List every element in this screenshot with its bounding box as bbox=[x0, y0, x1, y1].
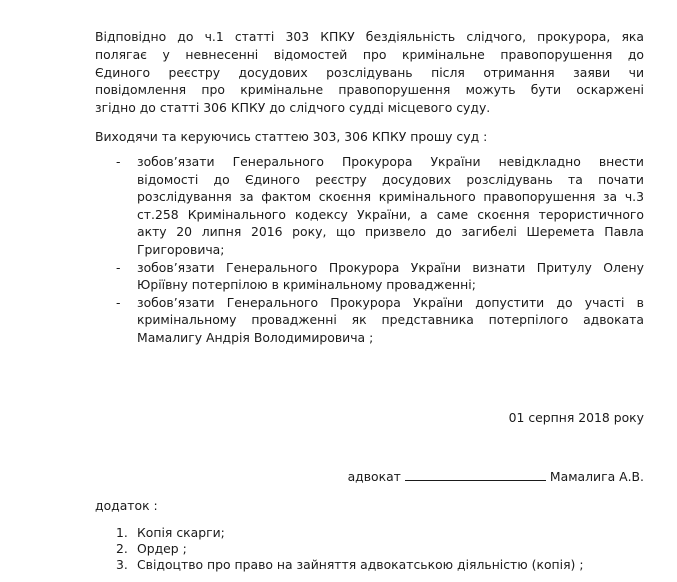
request-item bbox=[116, 153, 644, 259]
request-item bbox=[116, 259, 644, 294]
signature-name: Мамалига А.В. bbox=[549, 469, 644, 484]
addendum-title: додаток : bbox=[95, 498, 158, 513]
request-line: відомості до Єдиного реєстру досудових розслідувань та почати bbox=[137, 171, 644, 187]
attachment-text: Копія скарги; bbox=[137, 525, 225, 540]
signature-block bbox=[348, 468, 644, 484]
request-line: ст.258 Кримінального кодексу України, а саме скоєння терористичного bbox=[137, 206, 644, 222]
request-line: Юріївну потерпілою в кримінальному провадженні; bbox=[137, 277, 476, 293]
request-line: Мамалигу Андрія Володимировича ; bbox=[137, 329, 374, 345]
attachment-list bbox=[116, 525, 584, 573]
paragraph-line: повідомлення про кримінальне правопорушення можуть бути оскаржені bbox=[95, 82, 644, 98]
request-line: зобов’язати Генерального Прокурора України невідкладно внести bbox=[137, 154, 644, 169]
attachment-item bbox=[116, 541, 584, 557]
attachment-number: 1. bbox=[116, 525, 128, 540]
document-date: 01 серпня 2018 року bbox=[508, 410, 644, 425]
paragraph-request-intro: Виходячи та керуючись статтею 303, 306 КПКУ прошу суд : bbox=[95, 129, 488, 144]
attachment-text: Ордер ; bbox=[137, 541, 187, 556]
attachment-item bbox=[116, 525, 584, 541]
attachment-text: Свідоцтво про право на зайняття адвокатською діяльністю (копія) ; bbox=[137, 557, 584, 572]
attachment-number: 3. bbox=[116, 557, 128, 572]
dash-bullet: - bbox=[116, 259, 121, 275]
request-item bbox=[116, 294, 644, 347]
signature-role: адвокат bbox=[347, 469, 401, 484]
paragraph-line: полягає у невнесенні відомостей про кримінальне правопорушення до bbox=[95, 46, 644, 62]
dash-bullet: - bbox=[116, 294, 121, 310]
attachment-item bbox=[116, 557, 584, 573]
signature-line bbox=[405, 468, 546, 481]
paragraph-line: згідно до статті 306 КПКУ до слідчого судді місцевого суду. bbox=[95, 100, 491, 116]
attachment-number: 2. bbox=[116, 541, 128, 556]
paragraph-legal-basis bbox=[95, 28, 644, 117]
request-line: зобов’язати Генерального Прокурора України визнати Притулу Олену bbox=[137, 259, 644, 275]
paragraph-line: Відповідно до ч.1 статті 303 КПКУ бездіяльність слідчого, прокурора, яка bbox=[95, 29, 644, 44]
request-line: акту 20 липня 2016 року, що призвело до загибелі Шеремета Павла bbox=[137, 224, 644, 240]
request-line: кримінальному провадженні як представника потерпілого адвоката bbox=[137, 312, 644, 328]
request-line: Григоровича; bbox=[137, 241, 225, 257]
request-list bbox=[116, 153, 644, 347]
request-line: зобов’язати Генерального Прокурора України допустити до участі в bbox=[137, 294, 644, 310]
dash-bullet: - bbox=[116, 154, 121, 169]
request-line: розслідування за фактом скоєння кримінального правопорушення за ч.3 bbox=[137, 189, 644, 205]
paragraph-line: Єдиного реєстру досудових розслідувань після отримання заяви чи bbox=[95, 64, 644, 80]
